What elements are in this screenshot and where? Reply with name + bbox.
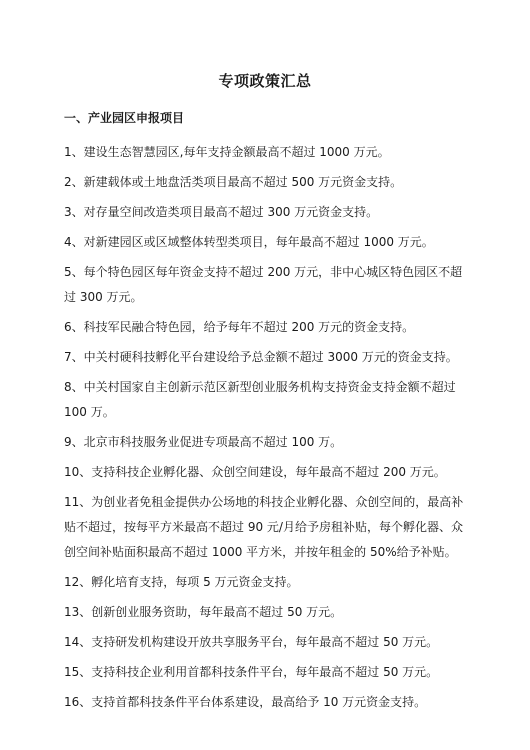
list-item: 4、对新建园区或区域整体转型类项目，每年最高不超过 1000 万元。 (64, 235, 434, 249)
list-item: 5、每个特色园区每年资金支持不超过 200 万元，非中心城区特色园区不超过 300 万元。 (64, 265, 463, 304)
policy-list (64, 140, 466, 715)
list-item: 8、中关村国家自主创新示范区新型创业服务机构支持资金支持金额不超过 100 万。 (64, 380, 456, 419)
list-item: 10、支持科技企业孵化器、众创空间建设，每年最高不超过 200 万元。 (64, 465, 446, 479)
list-item: 12、孵化培育支持，每项 5 万元资金支持。 (64, 575, 299, 589)
list-item: 14、支持研发机构建设开放共享服务平台，每年最高不超过 50 万元。 (64, 635, 439, 649)
list-item: 9、北京市科技服务业促进专项最高不超过 100 万。 (64, 435, 343, 449)
list-item: 2、新建载体或土地盘活类项目最高不超过 500 万元资金支持。 (64, 175, 403, 189)
list-item: 1、建设生态智慧园区,每年支持金额最高不超过 1000 万元。 (64, 145, 390, 159)
section-heading: 一、产业园区申报项目 (64, 111, 185, 125)
list-item: 16、支持首都科技条件平台体系建设，最高给予 10 万元资金支持。 (64, 695, 427, 709)
list-item: 13、创新创业服务资助，每年最高不超过 50 万元。 (64, 605, 343, 619)
list-item: 6、科技军民融合特色园，给予每年不超过 200 万元的资金支持。 (64, 320, 415, 334)
page-title: 专项政策汇总 (218, 72, 312, 90)
list-item: 7、中关村硬科技孵化平台建设给予总金额不超过 3000 万元的资金支持。 (64, 350, 458, 364)
list-item: 3、对存量空间改造类项目最高不超过 300 万元资金支持。 (64, 205, 379, 219)
list-item: 11、为创业者免租金提供办公场地的科技企业孵化器、众创空间的，最高补贴不超过，按每平方米最高不超过 90 元/月给予房租补贴，每个孵化器、众创空间补贴面积最高不超过 1000 平方米，并按年租金的 50%给予补贴。 (64, 495, 464, 559)
list-item: 15、支持科技企业利用首都科技条件平台，每年最高不超过 50 万元。 (64, 665, 439, 679)
